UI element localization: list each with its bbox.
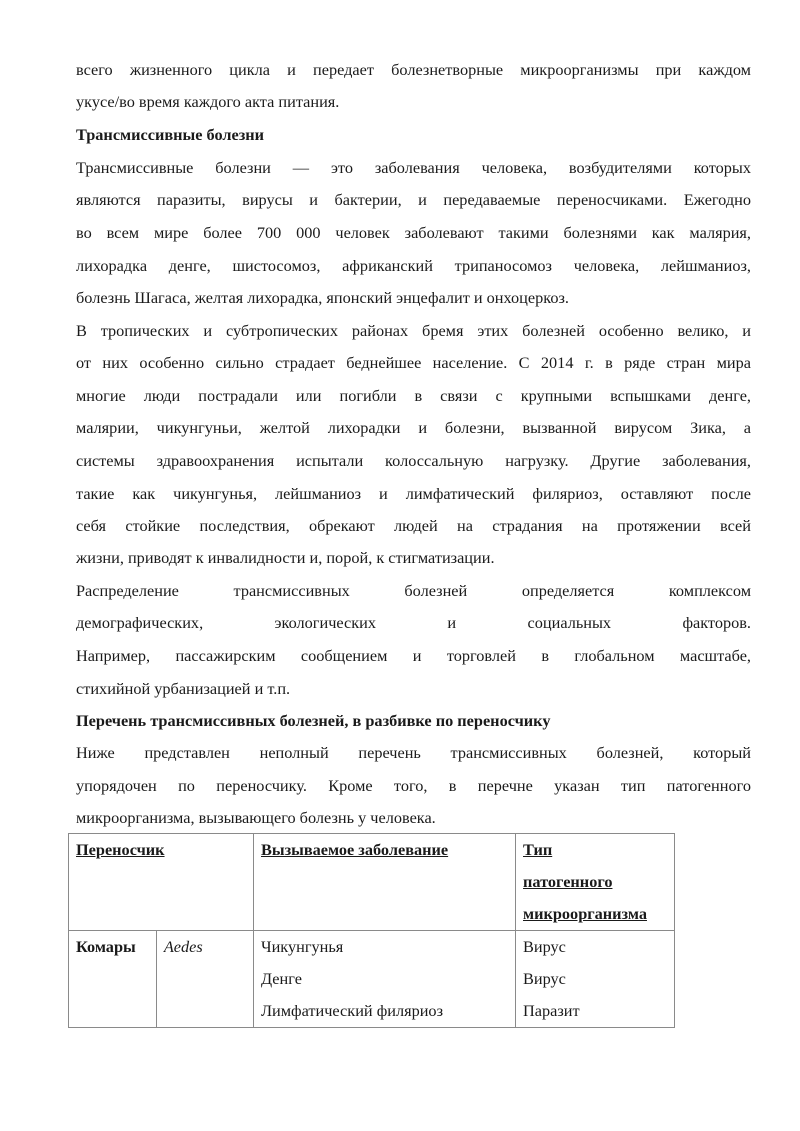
header-disease (254, 834, 516, 931)
genus-name: Aedes (163, 937, 203, 956)
header-disease-label: Вызываемое заболевание (261, 840, 449, 859)
cell-vector (69, 931, 157, 1028)
paragraph-line: укусе/во время каждого акта питания. (76, 92, 340, 111)
paragraph-line: микроорганизма, вызывающего болезнь у человека. (76, 808, 436, 827)
cell-types (516, 931, 675, 1028)
table-header-row (69, 834, 675, 931)
vector-name: Комары (76, 937, 136, 956)
header-type-line: микроорганизма (523, 904, 647, 923)
pathogen-type: Паразит (523, 1001, 580, 1020)
paragraph-line: такие как чикунгунья, лейшманиоз и лимфатический филяриоз, оставляют после (76, 484, 751, 503)
section-heading: Перечень трансмиссивных болезней, в разбивке по переносчику (76, 711, 551, 730)
cell-diseases (254, 931, 516, 1028)
paragraph-line: Ниже представлен неполный перечень трансмиссивных болезней, который (76, 743, 751, 762)
table-row (69, 931, 675, 1028)
paragraph-line: жизни, приводят к инвалидности и, порой, к стигматизации. (76, 548, 495, 567)
paragraph-line: Трансмиссивные болезни — это заболевания человека, возбудителями которых (76, 158, 751, 177)
header-type-line: Тип (523, 840, 553, 859)
paragraph-line: Распределение трансмиссивных болезней определяется комплексом (76, 581, 751, 600)
header-vector-label: Переносчик (76, 840, 165, 859)
paragraph-line: малярии, чикунгуньи, желтой лихорадки и болезни, вызванной вирусом Зика, а (76, 418, 751, 437)
paragraph-line: системы здравоохранения испытали колоссальную нагрузку. Другие заболевания, (76, 451, 751, 470)
paragraph-line: стихийной урбанизацией и т.п. (76, 679, 291, 698)
disease-name: Чикунгунья (261, 937, 344, 956)
paragraph-line: лихорадка денге, шистосомоз, африканский трипаносомоз человека, лейшманиоз, (76, 256, 751, 275)
paragraph-line: упорядочен по переносчику. Кроме того, в перечне указан тип патогенного (76, 776, 751, 795)
cell-genus (156, 931, 253, 1028)
disease-name: Лимфатический филяриоз (261, 1001, 443, 1020)
pathogen-type: Вирус (523, 937, 566, 956)
paragraph-line: В тропических и субтропических районах бремя этих болезней особенно велико, и (76, 321, 751, 340)
paragraph-line: являются паразиты, вирусы и бактерии, и передаваемые переносчиками. Ежегодно (76, 190, 751, 209)
paragraph-line: всего жизненного цикла и передает болезнетворные микроорганизмы при каждом (76, 60, 751, 79)
paragraph-line: Например, пассажирским сообщением и торговлей в глобальном масштабе, (76, 646, 751, 665)
paragraph-line: болезнь Шагаса, желтая лихорадка, японский энцефалит и онхоцеркоз. (76, 288, 569, 307)
paragraph-line: многие люди пострадали или погибли в связи с крупными вспышками денге, (76, 386, 751, 405)
paragraph-line: себя стойкие последствия, обрекают людей на страдания на протяжении всей (76, 516, 751, 535)
disease-name: Денге (261, 969, 302, 988)
section-heading: Трансмиссивные болезни (76, 125, 265, 144)
paragraph-line: от них особенно сильно страдает беднейшее население. С 2014 г. в ряде стран мира (76, 353, 751, 372)
header-type (516, 834, 675, 931)
pathogen-type: Вирус (523, 969, 566, 988)
header-vector (69, 834, 254, 931)
vector-disease-table (68, 833, 675, 1028)
paragraph-line: демографических, экологических и социальных факторов. (76, 613, 751, 632)
paragraph-line: во всем мире более 700 000 человек заболевают такими болезнями как малярия, (76, 223, 751, 242)
header-type-line: патогенного (523, 872, 613, 891)
